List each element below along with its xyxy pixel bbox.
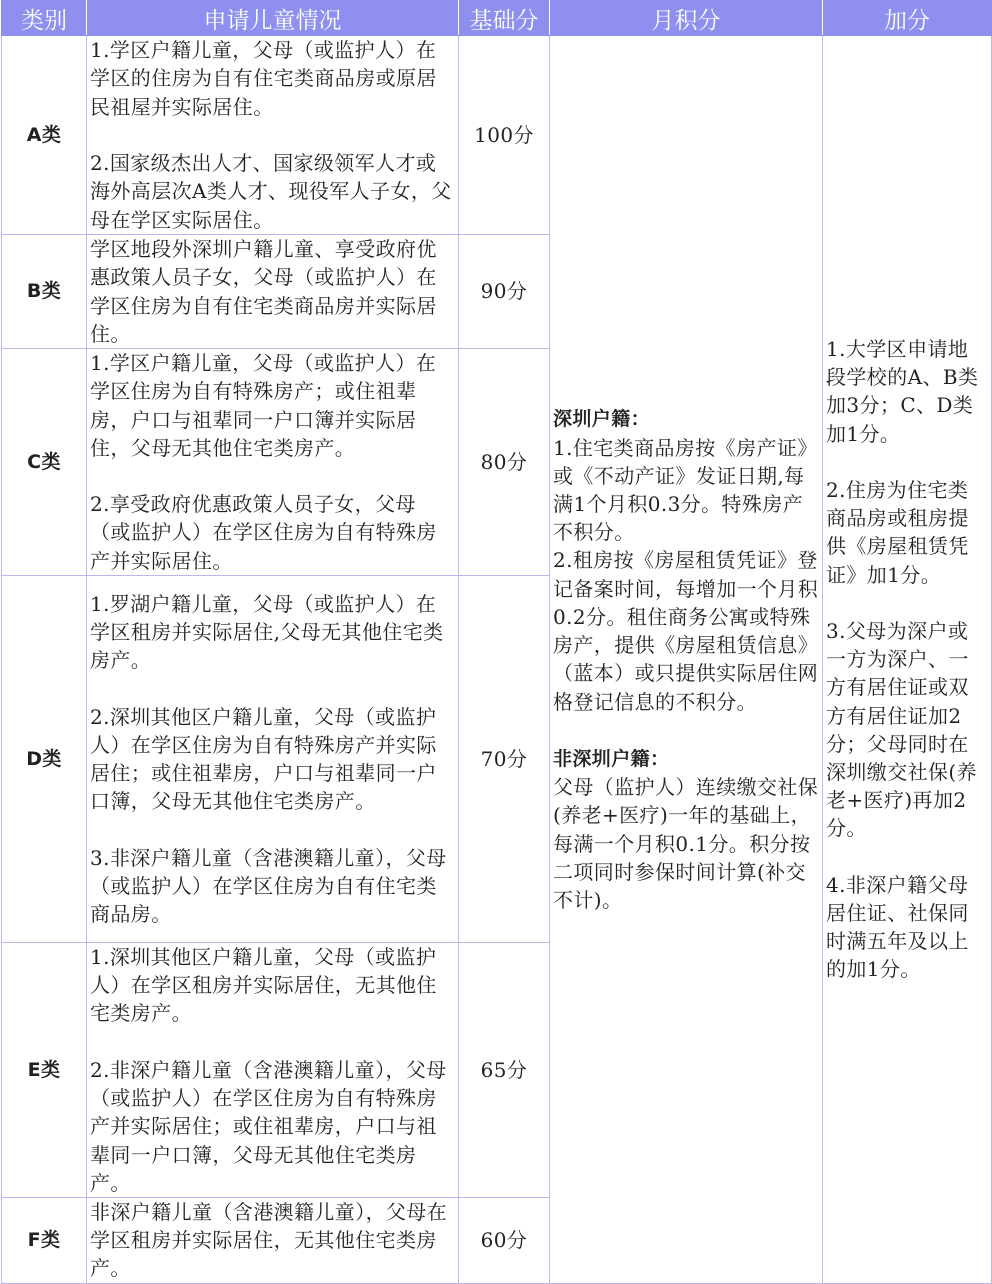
category-cell: C类 <box>2 349 87 576</box>
header-base-score: 基础分 <box>459 1 550 36</box>
non-shenzhen-hukou-label: 非深圳户籍： <box>553 747 670 770</box>
shenzhen-hukou-label: 深圳户籍： <box>553 408 651 431</box>
category-cell: E类 <box>2 943 87 1198</box>
category-cell: A类 <box>2 36 87 235</box>
header-row <box>2 1 992 36</box>
header-bonus: 加分 <box>823 1 992 36</box>
description-cell: 非深户籍儿童（含港澳籍儿童），父母在学区租房并实际居住，无其他住宅类房产。 <box>87 1198 459 1284</box>
base-score-cell: 80分 <box>459 349 550 576</box>
shenzhen-hukou-text: 1.住宅类商品房按《房产证》或《不动产证》发证日期,每满1个月积0.3分。特殊房产不积分。 2.租房按《房屋租赁凭证》登记备案时间，每增加一个月积0.2分。租住商务公寓或特殊房产，提供《房屋租赁信息》（蓝本）或只提供实际居住网格登记信息的不积分。 <box>553 435 819 714</box>
description-cell: 1.学区户籍儿童，父母（或监护人）在学区的住房为自有住宅类商品房或原居民祖屋并实际居住。 2.国家级杰出人才、国家级领军人才或海外高层次A类人才、现役军人子女，父母在学区实际居住。 <box>87 36 459 235</box>
base-score-cell: 90分 <box>459 235 550 349</box>
category-cell: D类 <box>2 576 87 943</box>
category-cell: F类 <box>2 1198 87 1284</box>
base-score-cell: 65分 <box>459 943 550 1198</box>
table-row-a <box>2 36 992 235</box>
non-shenzhen-hukou-text: 父母（监护人）连续缴交社保(养老+医疗)一年的基础上，每满一个月积0.1分。积分按二项同时参保时间计算(补交不计)。 <box>553 775 819 912</box>
monthly-score-cell <box>550 36 823 1284</box>
base-score-cell: 70分 <box>459 576 550 943</box>
description-cell: 1.深圳其他区户籍儿童，父母（或监护人）在学区租房并实际居住，无其他住宅类房产。 2.非深户籍儿童（含港澳籍儿童），父母（或监护人）在学区住房为自有特殊房产并实际居住；或住祖辈房，户口与祖辈同一户口簿，父母无其他住宅类房产。 <box>87 943 459 1198</box>
header-description: 申请儿童情况 <box>87 1 459 36</box>
description-cell: 学区地段外深圳户籍儿童、享受政府优惠政策人员子女，父母（或监护人）在学区住房为自有住宅类商品房并实际居住。 <box>87 235 459 349</box>
admission-points-table <box>1 0 992 1284</box>
description-cell: 1.罗湖户籍儿童，父母（或监护人）在学区租房并实际居住,父母无其他住宅类房产。 2.深圳其他区户籍儿童，父母（或监护人）在学区住房为自有特殊房产并实际居住；或住祖辈房，户口与祖辈同一户口簿，父母无其他住宅类房产。 3.非深户籍儿童（含港澳籍儿童），父母（或监护人）在学区住房为自有住宅类商品房。 <box>87 576 459 943</box>
base-score-cell: 100分 <box>459 36 550 235</box>
header-category: 类别 <box>2 1 87 36</box>
category-cell: B类 <box>2 235 87 349</box>
base-score-cell: 60分 <box>459 1198 550 1284</box>
bonus-cell: 1.大学区申请地段学校的A、B类加3分；C、D类加1分。 2.住房为住宅类商品房或租房提供《房屋租赁凭证》加1分。 3.父母为深户或一方为深户、一方有居住证或双方有居住证加2分；父母同时在深圳缴交社保(养老+医疗)再加2 分。 4.非深户籍父母居住证、社保同时满五年及以上的加1分。 <box>823 36 992 1284</box>
header-monthly-score: 月积分 <box>550 1 823 36</box>
description-cell: 1.学区户籍儿童，父母（或监护人）在学区住房为自有特殊房产；或住祖辈房，户口与祖辈同一户口簿并实际居住，父母无其他住宅类房产。 2.享受政府优惠政策人员子女，父母（或监护人）在学区住房为自有特殊房产并实际居住。 <box>87 349 459 576</box>
